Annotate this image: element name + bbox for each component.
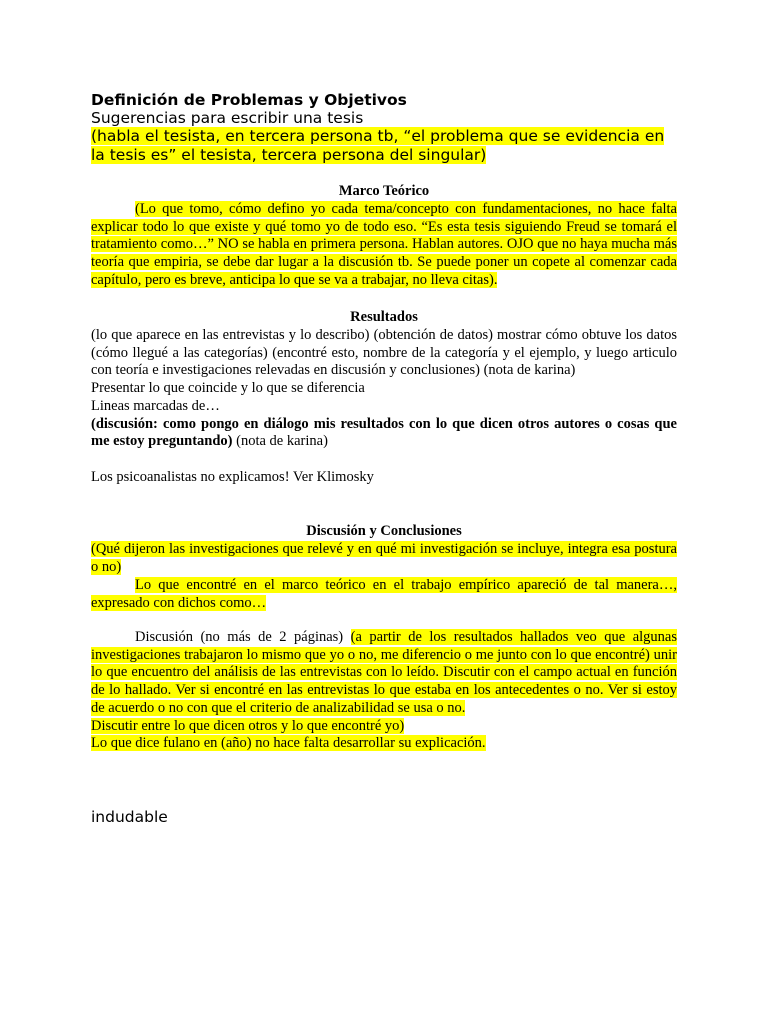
document-title: Definición de Problemas y Objetivos [91,91,407,109]
resultados-heading: Resultados [350,309,418,325]
marco-teorico-text: (Lo que tomo, cómo defino yo cada tema/concepto con fundamentaciones, no hace falta explicar todo lo que existe y qué tomo yo de todo eso. “Es esta tesis siguiendo Freud se tomará el tratamiento como…” NO se habla en primera persona. Hablan autores. OJO que no haya mucha más teoría que empiria, se debe dar lugar a la discusión tb. Se puede poner un copete al comenzar cada capítulo, pero es breve, anticipa lo que se va a trabajar, no lleva citas). [91,201,677,288]
discusion-text-3-plain: Discusión (no más de 2 páginas) [135,629,351,645]
resultados-line-3: Lineas marcadas de… [91,397,220,414]
resultados-bold-text: (discusión: como pongo en diálogo mis resultados con lo que dicen otros autores o cosas que me estoy preguntando) [91,415,677,450]
discusion-line-5 [91,735,677,753]
discusion-text-2: Lo que encontré en el marco teórico en el trabajo empírico apareció de tal manera…, expresado con dichos como… [91,577,677,611]
discusion-text-1: (Qué dijeron las investigaciones que relevé y en qué mi investigación se incluye, integra esa postura o no) [91,541,677,575]
discusion-text-3-highlight: (a partir de los resultados hallados veo que algunas investigaciones trabajaron lo mismo que yo o no, me diferencio o me junto con lo que encontré) unir lo que encuentro del análisis de las entrevistas con lo leído. Discutir con el campo actual en función de lo hallado. Ver si encontré en las entrevistas lo que estaba en los antecedentes o no. Ver si estoy de acuerdo o no con que el criterio de analizabilidad se usa o no. [91,629,677,716]
discusion-text-4: Discutir entre lo que dicen otros y lo que encontré yo) [91,717,405,734]
resultados-paragraph [91,327,677,451]
marco-teorico-heading: Marco Teórico [338,183,430,199]
resultados-line-2: Presentar lo que coincide y lo que se diferencia [91,380,365,397]
resultados-text: (lo que aparece en las entrevistas y lo describo) (obtención de datos) mostrar cómo obtuve los datos (cómo llegué a las categorías) (encontré esto, nombre de la categoría y el ejemplo, y luego articulo con teoría e investigaciones relevadas en discusión y conclusiones) (nota de karina) [91,327,677,379]
document-note-text: (habla el tesista, en tercera persona tb, “el problema que se evidencia en la tesis es” el tesista, tercera persona del singular) [91,127,665,164]
marco-teorico-paragraph [91,201,677,290]
klimosky-line: Los psicoanalistas no explicamos! Ver Klimosky [91,469,374,485]
document-note [91,127,681,165]
document-subtitle: Sugerencias para escribir una tesis [91,109,364,127]
resultados-discussion-note [91,416,677,451]
resultados-note-karina: (nota de karina) [232,433,328,450]
discusion-heading: Discusión y Conclusiones [306,523,462,539]
document-footer-word: indudable [91,808,168,826]
discusion-paragraph-1 [91,541,677,576]
discusion-text-5: Lo que dice fulano en (año) no hace falta desarrollar su explicación. [91,735,486,752]
discusion-paragraph-3 [91,629,677,753]
discusion-paragraph-2 [91,577,677,612]
discusion-line-4 [91,718,677,736]
